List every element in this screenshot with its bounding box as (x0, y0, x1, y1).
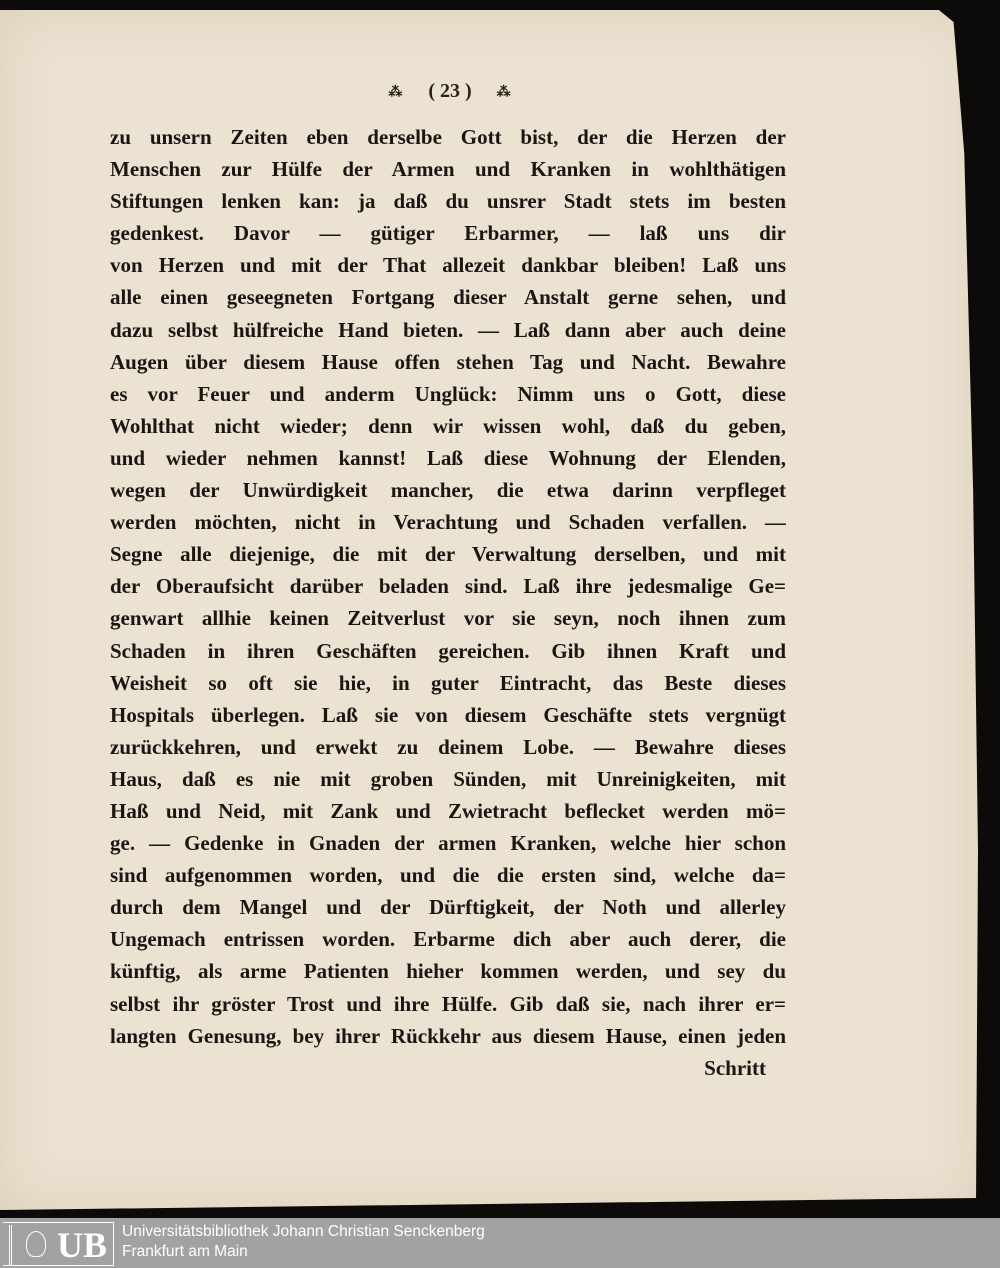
page-header (0, 80, 900, 103)
portrait-icon (9, 1225, 54, 1265)
text-line: werden möchten, nicht in Verachtung und Schaden verfallen. — (110, 510, 786, 535)
body-text (110, 121, 786, 1084)
text-line: künftig, als arme Patienten hieher kommen werden, und sey du (110, 959, 786, 984)
text-line: genwart allhie keinen Zeitverlust vor sie seyn, noch ihnen zum (110, 606, 786, 631)
text-line: Hospitals überlegen. Laß sie von diesem Geschäfte stets vergnügt (110, 702, 786, 727)
text-line: ge. — Gedenke in Gnaden der armen Kranken, welche hier schon (110, 831, 786, 856)
text-line: zurückkehren, und erwekt zu deinem Lobe. — Bewahre dieses (110, 734, 786, 759)
text-line: Stiftungen lenken kan: ja daß du unsrer Stadt stets im besten (110, 189, 786, 214)
text-line: Wohlthat nicht wieder; denn wir wissen wohl, daß du geben, (110, 413, 786, 438)
text-line: Schaden in ihren Geschäften gereichen. Gib ihnen Kraft und (110, 638, 786, 663)
library-footer (0, 1218, 1000, 1268)
text-line: von Herzen und mit der That allezeit dankbar bleiben! Laß uns (110, 253, 786, 278)
text-line: langten Genesung, bey ihrer Rückkehr aus diesem Hause, einen jeden (110, 1023, 786, 1048)
library-city: Frankfurt am Main (122, 1243, 248, 1260)
ub-logo (3, 1222, 114, 1266)
text-line: Ungemach entrissen worden. Erbarme dich aber auch derer, die (110, 927, 786, 952)
text-line: es vor Feuer und anderm Unglück: Nimm uns o Gott, diese (110, 381, 786, 406)
logo-text: UB (57, 1225, 108, 1265)
text-line: selbst ihr gröster Trost und ihre Hülfe. Gib daß sie, nach ihrer er= (110, 991, 786, 1016)
ornament-right-icon: ⁂ (496, 84, 512, 100)
text-line: dazu selbst hülfreiche Hand bieten. — Laß dann aber auch deine (110, 317, 786, 342)
page-number: ( 23 ) (428, 80, 472, 102)
catchword: Schritt (704, 1055, 766, 1080)
text-line: der Oberaufsicht darüber beladen sind. Laß ihre jedesmalige Ge= (110, 574, 786, 599)
text-line: Haß und Neid, mit Zank und Zwietracht beflecket werden mö= (110, 798, 786, 823)
library-name: Universitätsbibliothek Johann Christian Senckenberg (122, 1223, 485, 1240)
text-line: Weisheit so oft sie hie, in guter Eintracht, das Beste dieses (110, 670, 786, 695)
text-line: Menschen zur Hülfe der Armen und Kranken in wohlthätigen (110, 157, 786, 182)
text-line: durch dem Mangel und der Dürftigkeit, der Noth und allerley (110, 895, 786, 920)
text-line: gedenkest. Davor — gütiger Erbarmer, — laß uns dir (110, 221, 786, 246)
text-line: Haus, daß es nie mit groben Sünden, mit Unreinigkeiten, mit (110, 766, 786, 791)
text-line: und wieder nehmen kannst! Laß diese Wohnung der Elenden, (110, 445, 786, 470)
text-line: zu unsern Zeiten eben derselbe Gott bist, der die Herzen der (110, 125, 786, 149)
ornament-left-icon: ⁂ (388, 84, 404, 100)
text-line: Segne alle diejenige, die mit der Verwaltung derselben, und mit (110, 542, 786, 567)
text-line: wegen der Unwürdigkeit mancher, die etwa darinn verpfleget (110, 478, 786, 503)
text-line: Augen über diesem Hause offen stehen Tag und Nacht. Bewahre (110, 349, 786, 374)
text-line: sind aufgenommen worden, und die die ersten sind, welche da= (110, 863, 786, 888)
text-line: alle einen geseegneten Fortgang dieser Anstalt gerne sehen, und (110, 285, 786, 310)
footer-text (122, 1222, 485, 1262)
